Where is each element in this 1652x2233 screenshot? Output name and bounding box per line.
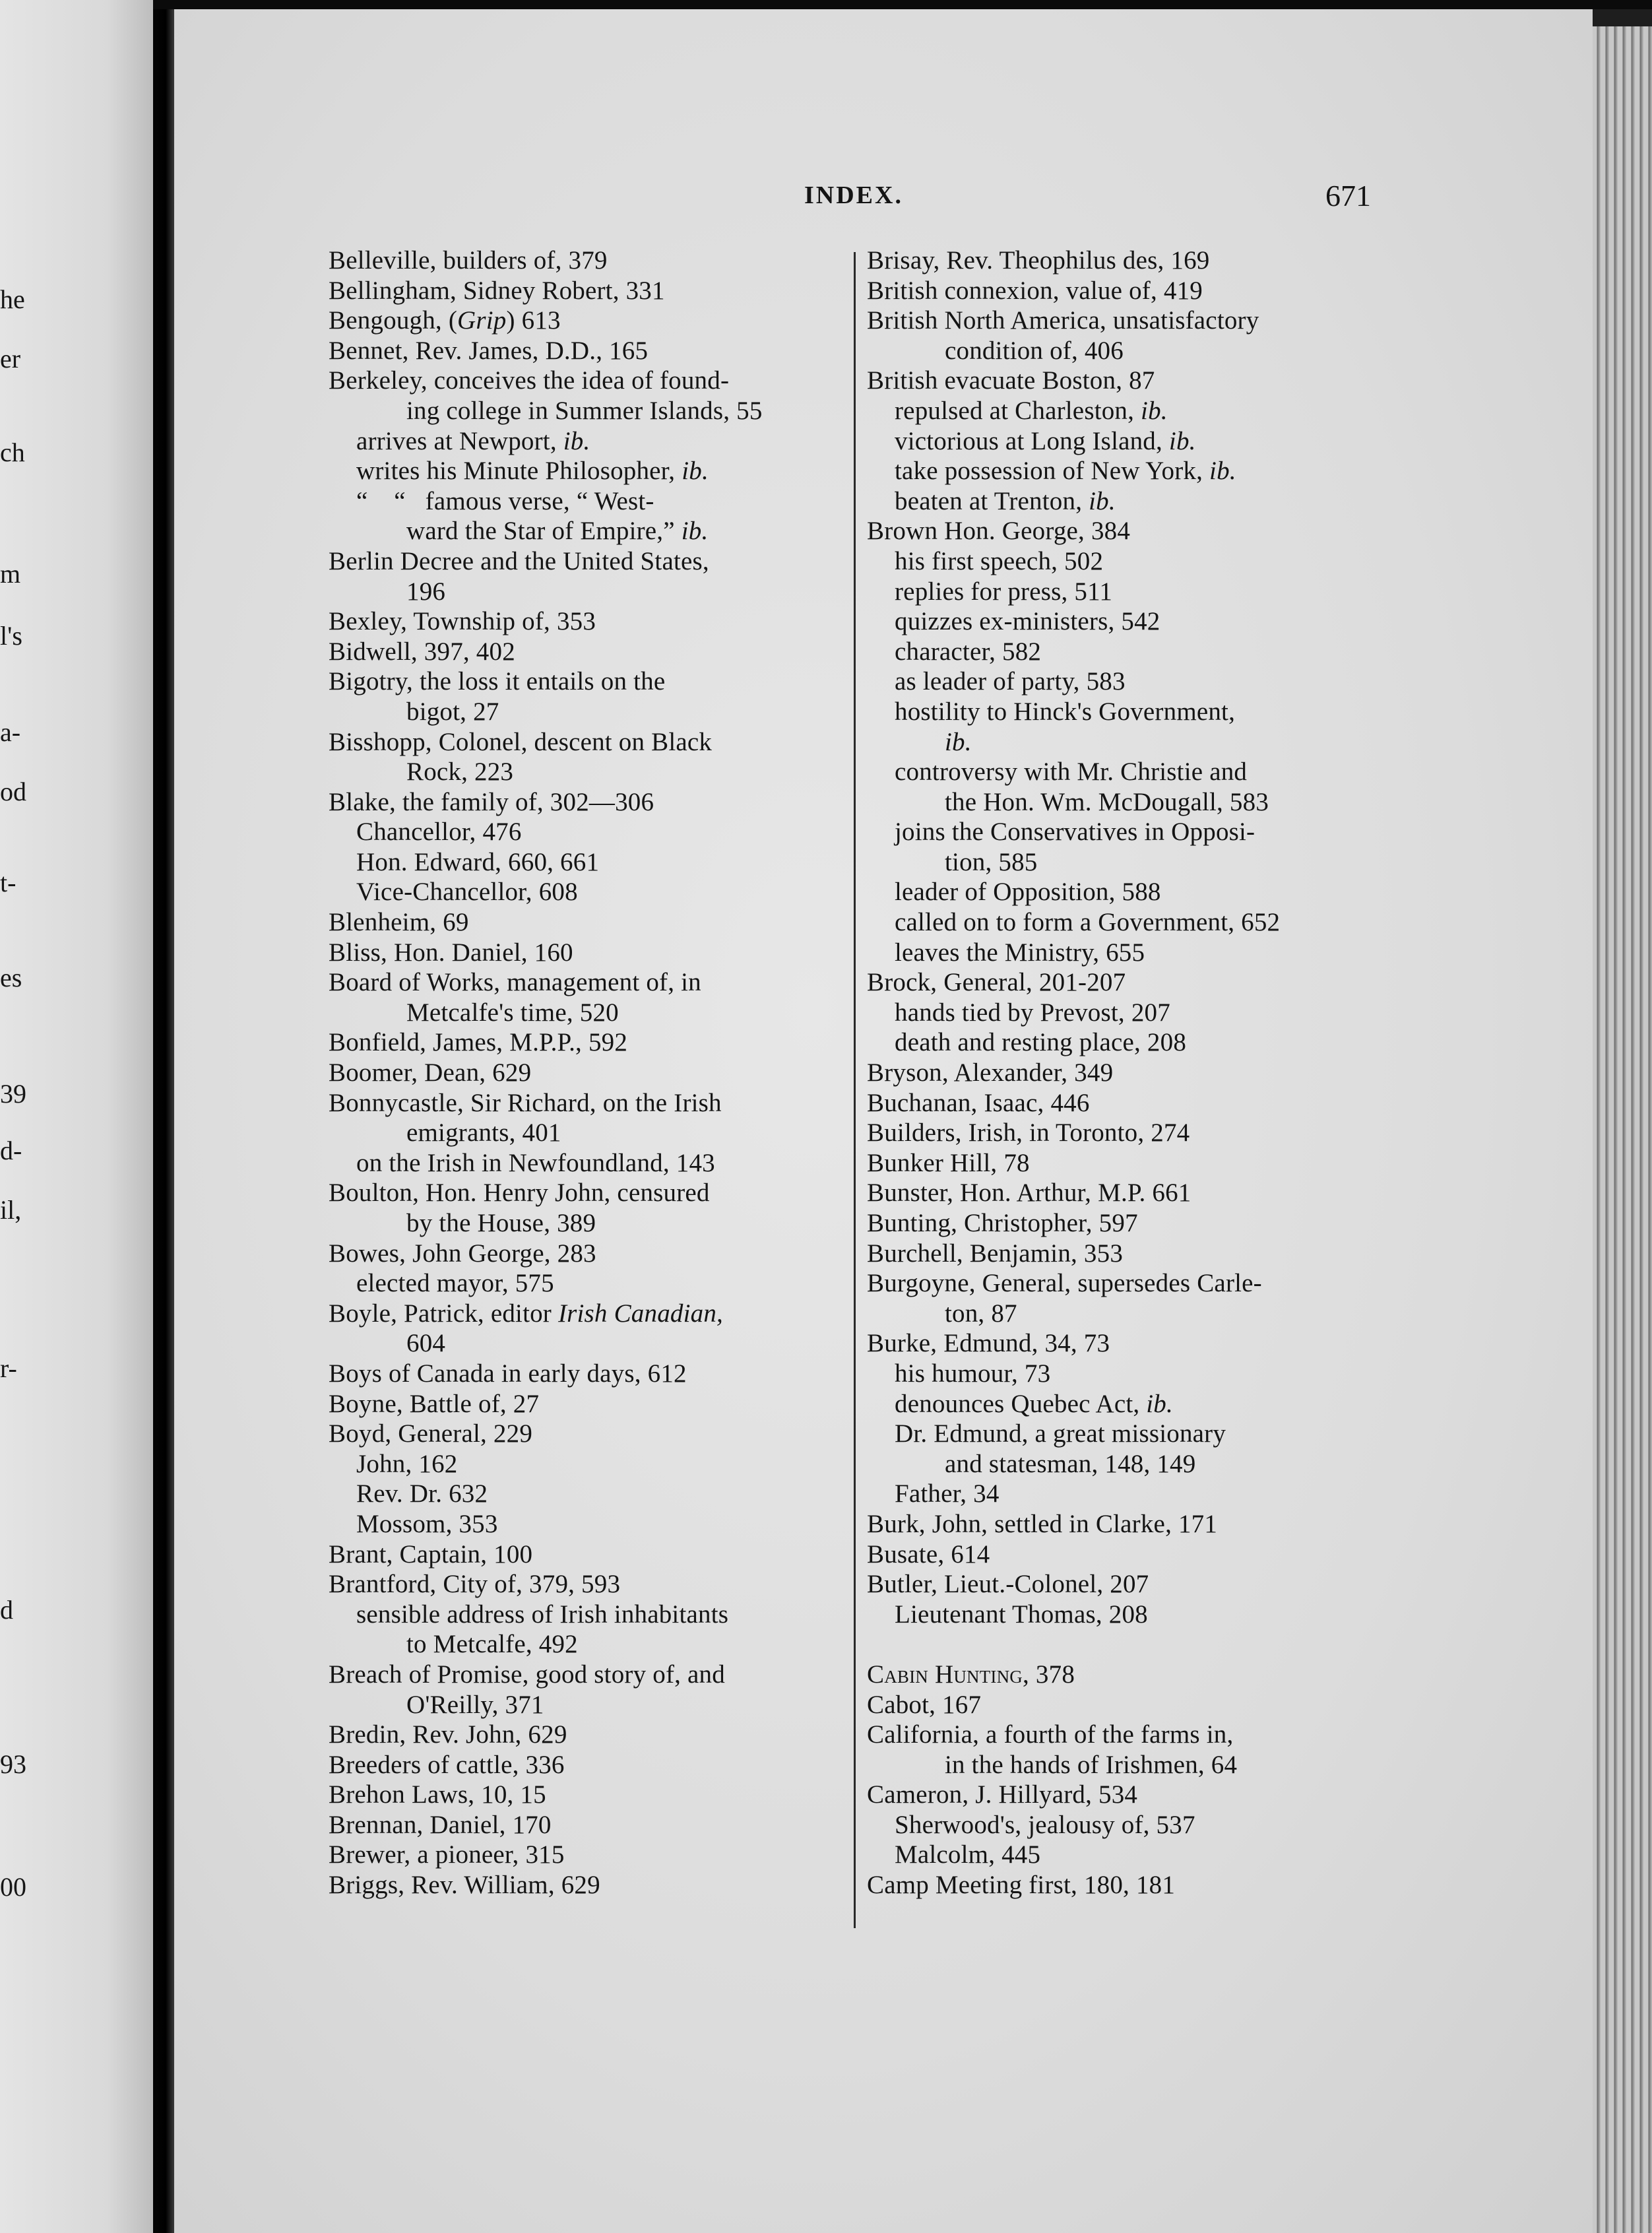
index-entry: Blake, the family of, 302—306 [329,787,654,816]
facing-page-fragment: he [0,284,25,314]
index-entry: British evacuate Boston, 87 [867,366,1155,395]
facing-page-fragment: 93 [0,1749,26,1779]
section-gap [867,1629,1408,1660]
index-entry: British North America, unsatisfactory [867,306,1259,335]
index-subentry: character, 582 [895,637,1042,666]
index-subentry: his humour, 73 [895,1359,1051,1388]
facing-page-fragment: r- [0,1353,17,1383]
facing-page-fragment: t- [0,868,16,897]
page-header [174,178,1593,218]
index-subentry: “ “ famous verse, “ West- [356,486,654,515]
index-subentry: and statesman, 148, 149 [945,1449,1196,1478]
index-subentry: leader of Opposition, 588 [895,878,1161,907]
index-subentry: ing college in Summer Islands, 55 [406,396,763,425]
index-subentry: Lieutenant Thomas, 208 [895,1600,1148,1629]
index-subentry: on the Irish in Newfoundland, 143 [356,1148,715,1177]
facing-page-fragment: ch [0,437,25,467]
index-entry: Bigotry, the loss it entails on the [329,667,666,696]
index-entry: Berkeley, conceives the idea of found- [329,366,730,395]
index-entry: Breeders of cattle, 336 [329,1750,565,1779]
index-subentry: ton, 87 [945,1299,1017,1328]
index-entry: British connexion, value of, 419 [867,276,1203,305]
index-entry: Brehon Laws, 10, 15 [329,1780,546,1809]
index-entry: Boomer, Dean, 629 [329,1058,532,1087]
index-subentry: John, 162 [356,1449,458,1478]
facing-page-fragment: er [0,344,21,373]
index-subentry: condition of, 406 [945,336,1124,365]
scan-top-edge [153,0,1652,9]
index-entry: Burchell, Benjamin, 353 [867,1239,1124,1268]
index-subentry: 196 [406,577,446,606]
facing-page-fragment: l's [0,621,22,651]
index-subentry: arrives at Newport, ib. [356,426,590,455]
index-subentry: denounces Quebec Act, ib. [895,1389,1173,1418]
index-entry: Boyne, Battle of, 27 [329,1389,540,1418]
index-entry: Bliss, Hon. Daniel, 160 [329,938,573,967]
index-entry: Burgoyne, General, supersedes Carle- [867,1269,1262,1298]
facing-page-fragment: 00 [0,1872,26,1902]
index-subentry: as leader of party, 583 [895,667,1126,696]
facing-page-fragment: od [0,777,26,806]
index-subentry: Rev. Dr. 632 [356,1479,488,1508]
index-entry: Butler, Lieut.-Colonel, 207 [867,1570,1149,1599]
index-subentry: Chancellor, 476 [356,818,522,847]
index-subentry: his first speech, 502 [895,546,1104,575]
index-entry: Boyd, General, 229 [329,1419,533,1448]
index-subentry: emigrants, 401 [406,1118,561,1148]
index-subentry: O'Reilly, 371 [406,1690,544,1719]
index-entry: Burk, John, settled in Clarke, 171 [867,1509,1218,1538]
index-subentry: by the House, 389 [406,1209,596,1237]
index-entry: Burke, Edmund, 34, 73 [867,1329,1110,1358]
index-subentry: Malcolm, 445 [895,1840,1041,1869]
index-subentry: Sherwood's, jealousy of, 537 [895,1810,1195,1839]
index-subentry: Rock, 223 [406,758,514,787]
index-subentry: joins the Conservatives in Opposi- [895,818,1255,847]
index-subentry: take possession of New York, ib. [895,457,1236,486]
index-subentry: Dr. Edmund, a great missionary [895,1419,1226,1448]
index-subentry: Father, 34 [895,1479,1000,1508]
index-subentry: the Hon. Wm. McDougall, 583 [945,787,1269,816]
index-entry: Briggs, Rev. William, 629 [329,1871,600,1900]
index-subentry: ib. [945,727,972,756]
index-entry: Belleville, builders of, 379 [329,246,608,275]
index-subentry: victorious at Long Island, ib. [895,426,1196,455]
index-entry: Berlin Decree and the United States, [329,546,709,575]
index-subentry: beaten at Trenton, ib. [895,486,1116,515]
index-entry: Bunker Hill, 78 [867,1148,1030,1177]
index-entry: Busate, 614 [867,1539,990,1569]
index-subentry: writes his Minute Philosopher, ib. [356,457,709,486]
index-entry: Brock, General, 201-207 [867,968,1126,997]
index-entry: Bunting, Christopher, 597 [867,1209,1138,1237]
index-entry: Bonfield, James, M.P.P., 592 [329,1028,628,1057]
index-subentry: called on to form a Government, 652 [895,908,1281,937]
index-subentry: hostility to Hinck's Government, [895,697,1236,726]
index-subentry: Metcalfe's time, 520 [406,998,619,1027]
index-entry: Cabin Hunting, 378 [867,1660,1075,1689]
page-edges [1593,26,1652,2233]
facing-page-fragment: il, [0,1195,22,1225]
facing-page-fragment: 39 [0,1079,26,1109]
index-entry: Bellingham, Sidney Robert, 331 [329,276,665,305]
index-entry: Brant, Captain, 100 [329,1539,533,1569]
index-subentry: in the hands of Irishmen, 64 [945,1750,1238,1779]
facing-page-fragment: d [0,1595,13,1625]
index-entry: Boulton, Hon. Henry John, censured [329,1179,710,1208]
index-entry: California, a fourth of the farms in, [867,1720,1234,1749]
index-entry: Board of Works, management of, in [329,968,701,997]
index-entry: Buchanan, Isaac, 446 [867,1088,1090,1117]
index-entry: Bexley, Township of, 353 [329,607,596,636]
index-entry: Bunster, Hon. Arthur, M.P. 661 [867,1179,1191,1208]
index-entry: Cabot, 167 [867,1690,982,1719]
column-divider [854,252,856,1928]
index-entry: Cameron, J. Hillyard, 534 [867,1780,1138,1809]
index-subentry: tion, 585 [945,847,1038,876]
index-entry: Bengough, (Grip) 613 [329,306,561,335]
index-subentry: death and resting place, 208 [895,1028,1187,1057]
index-subentry: elected mayor, 575 [356,1269,554,1298]
page-title: INDEX. [804,181,903,209]
index-subentry: leaves the Ministry, 655 [895,938,1145,967]
facing-page-fragment: m [0,559,21,589]
index-entry: Brisay, Rev. Theophilus des, 169 [867,246,1210,275]
index-entry: Brantford, City of, 379, 593 [329,1570,621,1599]
index-entry: Breach of Promise, good story of, and [329,1660,725,1689]
index-entry: Bonnycastle, Sir Richard, on the Irish [329,1088,722,1117]
index-entry: Bryson, Alexander, 349 [867,1058,1114,1087]
index-entry: Bennet, Rev. James, D.D., 165 [329,336,649,365]
index-subentry: controversy with Mr. Christie and [895,758,1248,787]
index-subentry: hands tied by Prevost, 207 [895,998,1170,1027]
index-entry: Bidwell, 397, 402 [329,637,515,666]
index-subentry: Hon. Edward, 660, 661 [356,847,600,876]
index-subentry: quizzes ex-ministers, 542 [895,607,1160,636]
index-subentry: Mossom, 353 [356,1509,498,1538]
index-entry: Bredin, Rev. John, 629 [329,1720,567,1749]
index-entry: Camp Meeting first, 180, 181 [867,1871,1176,1900]
index-column-left [329,245,870,1900]
facing-page-left [0,0,153,2233]
index-entry: Brennan, Daniel, 170 [329,1810,552,1839]
index-subentry: sensible address of Irish inhabitants [356,1600,729,1629]
index-entry: Builders, Irish, in Toronto, 274 [867,1118,1190,1148]
index-subentry: Vice-Chancellor, 608 [356,878,578,907]
index-entry: Bowes, John George, 283 [329,1239,596,1268]
index-subentry: ward the Star of Empire,” ib. [406,517,709,546]
index-entry: Brewer, a pioneer, 315 [329,1840,565,1869]
book-gutter [153,0,174,2233]
index-subentry: bigot, 27 [406,697,499,726]
index-entry: Bisshopp, Colonel, descent on Black [329,727,713,756]
index-entry: Brown Hon. George, 384 [867,517,1131,546]
page-number: 671 [1325,179,1371,212]
index-entry: Blenheim, 69 [329,908,469,937]
index-entry: Boys of Canada in early days, 612 [329,1359,687,1388]
facing-page-fragment: a- [0,717,21,747]
facing-page-fragment: es [0,963,22,992]
index-subentry: 604 [406,1329,446,1358]
index-subentry: to Metcalfe, 492 [406,1630,578,1659]
index-subentry: repulsed at Charleston, ib. [895,396,1168,425]
facing-page-fragment: d- [0,1136,22,1165]
index-entry: Boyle, Patrick, editor Irish Canadian, [329,1299,723,1328]
index-subentry: replies for press, 511 [895,577,1113,606]
index-column-right [867,245,1408,1900]
